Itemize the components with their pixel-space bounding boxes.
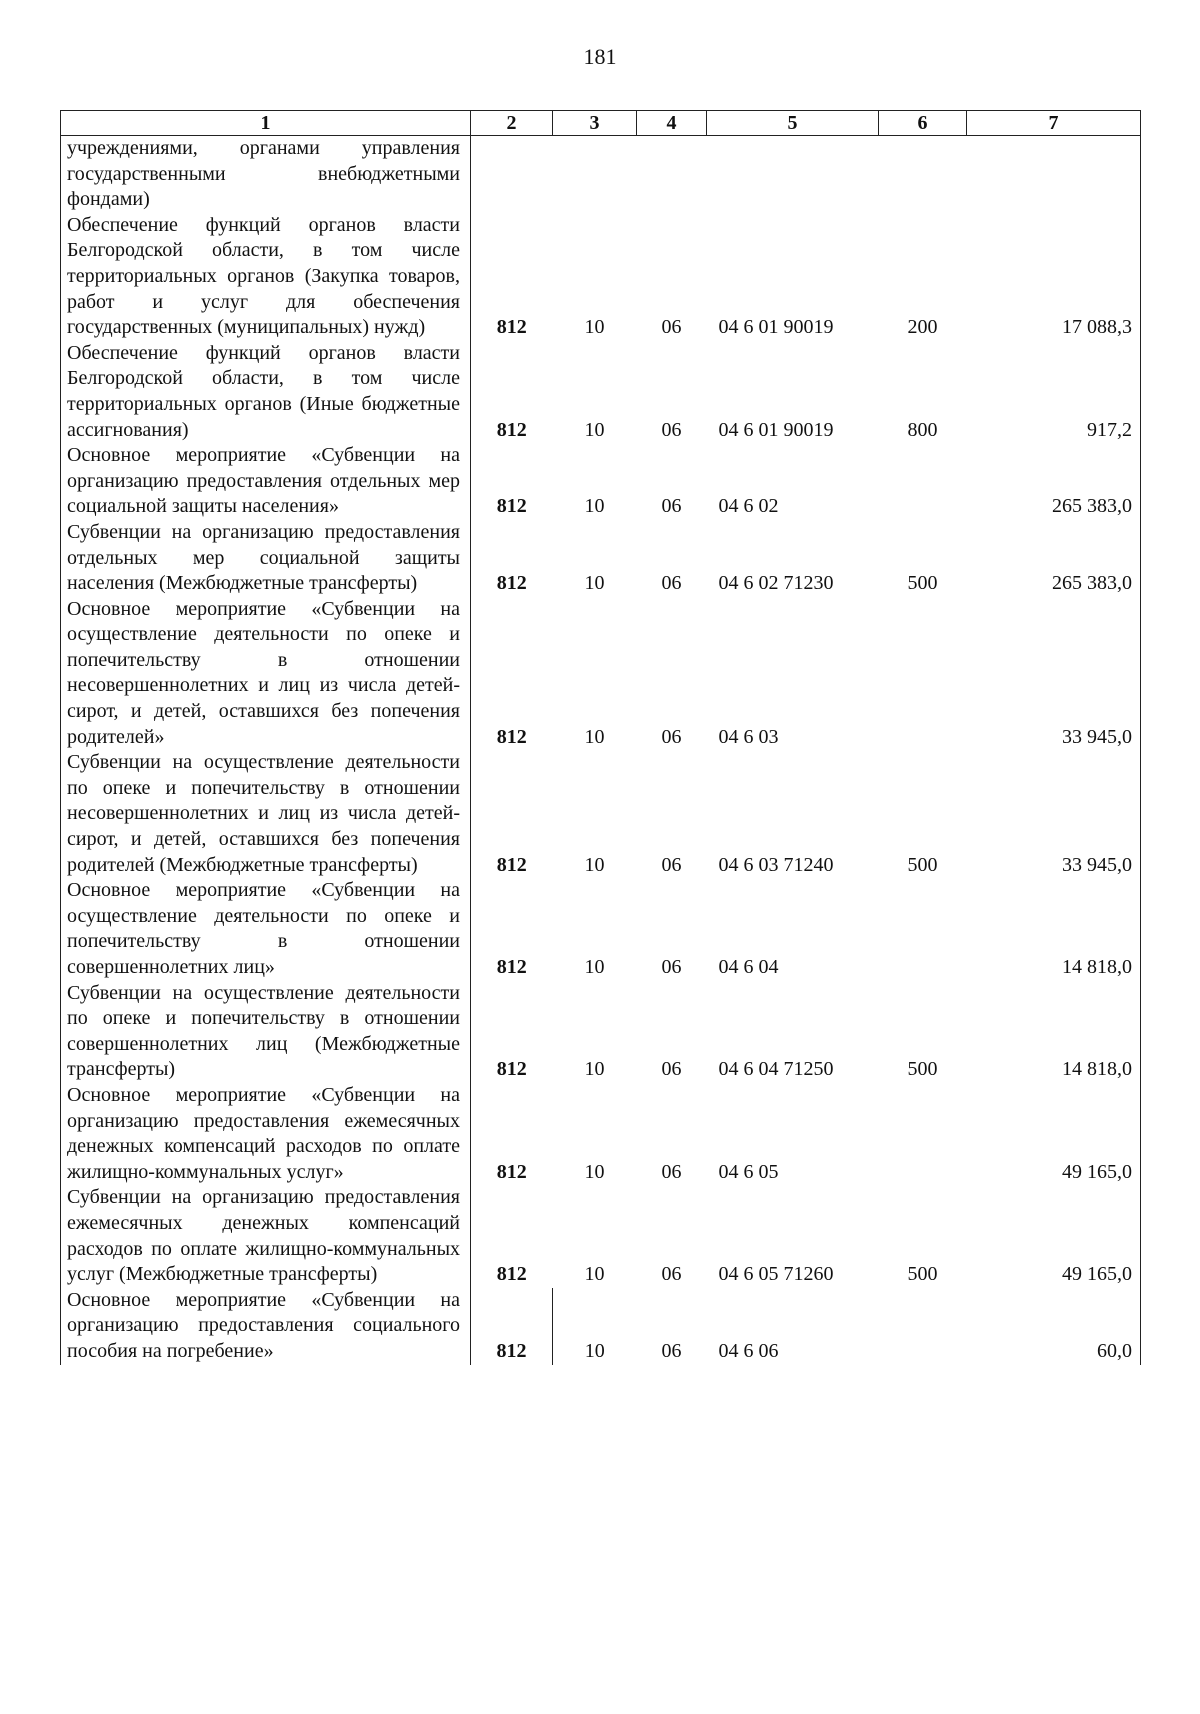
row-target-code: 04 6 03 71240 bbox=[718, 853, 834, 876]
row-amount: 17 088,3 bbox=[967, 213, 1141, 341]
budget-table-sheet bbox=[60, 110, 1140, 1365]
row-section: 10 bbox=[584, 1160, 605, 1183]
row-target-code: 04 6 05 71260 bbox=[718, 1263, 834, 1286]
row-description: Обеспечение функций органов власти Белгородской области, в том числе территориальных органов (Иные бюджетные ассигнования) bbox=[61, 341, 471, 443]
table-row bbox=[61, 136, 1141, 213]
table-header bbox=[61, 111, 1141, 136]
row-amount: 265 383,0 bbox=[967, 520, 1141, 597]
row-expense-type: 500 bbox=[907, 853, 938, 876]
table-row bbox=[61, 981, 1141, 1083]
row-subsection: 06 bbox=[661, 572, 682, 595]
row-description: Субвенции на организацию предоставления ежемесячных денежных компенсаций расходов по оплате жилищно-коммунальных услуг (Межбюджетные трансферты) bbox=[61, 1185, 471, 1287]
row-code-812: 812 bbox=[471, 878, 553, 980]
table-row bbox=[61, 750, 1141, 878]
row-target-code: 04 6 04 71250 bbox=[718, 1058, 834, 1081]
row-expense-type bbox=[879, 136, 967, 213]
row-expense-type bbox=[879, 597, 967, 751]
row-subsection: 06 bbox=[661, 853, 682, 876]
row-code-812: 812 bbox=[471, 341, 553, 443]
row-subsection: 06 bbox=[661, 725, 682, 748]
row-subsection: 06 bbox=[661, 316, 682, 339]
row-description: Основное мероприятие «Субвенции на организацию предоставления социального пособия на погребение» bbox=[61, 1288, 471, 1365]
row-code-812: 812 bbox=[471, 750, 553, 878]
row-expense-type bbox=[879, 1288, 967, 1365]
row-amount: 49 165,0 bbox=[967, 1185, 1141, 1287]
row-target-code: 04 6 04 bbox=[718, 956, 779, 978]
header-col-5: 5 bbox=[707, 111, 879, 136]
row-expense-type: 800 bbox=[907, 418, 938, 441]
row-code-812: 812 bbox=[471, 981, 553, 1083]
table-row bbox=[61, 597, 1141, 751]
row-description: Обеспечение функций органов власти Белгородской области, в том числе территориальных органов (Закупка товаров, работ и услуг для обеспечения государственных (муниципальных) нужд) bbox=[61, 213, 471, 341]
budget-table bbox=[60, 110, 1141, 1365]
row-amount: 265 383,0 bbox=[967, 443, 1141, 520]
row-section: 10 bbox=[584, 1339, 605, 1362]
row-section: 10 bbox=[584, 495, 605, 518]
row-target-code: 04 6 02 71230 bbox=[718, 572, 834, 595]
row-expense-type bbox=[879, 878, 967, 980]
table-row bbox=[61, 878, 1141, 980]
row-description: Основное мероприятие «Субвенции на осуществление деятельности по опеке и попечительству в отношении совершеннолетних лиц» bbox=[61, 878, 471, 980]
row-description: учреждениями, органами управления государственными внебюджетными фондами) bbox=[61, 136, 471, 213]
row-code-812: 812 bbox=[471, 443, 553, 520]
row-subsection: 06 bbox=[661, 956, 682, 978]
row-section: 10 bbox=[584, 956, 605, 978]
row-code-812: 812 bbox=[471, 1288, 553, 1365]
header-col-6: 6 bbox=[879, 111, 967, 136]
row-description: Основное мероприятие «Субвенции на осуществление деятельности по опеке и попечительству в отношении несовершеннолетних и лиц из числа детей-сирот, и детей, оставшихся без попечения родителей» bbox=[61, 597, 471, 751]
row-subsection: 06 bbox=[661, 1058, 682, 1081]
row-amount: 60,0 bbox=[967, 1288, 1141, 1365]
row-subsection: 06 bbox=[661, 1160, 682, 1183]
row-amount: 14 818,0 bbox=[967, 878, 1141, 980]
row-target-code: 04 6 05 bbox=[718, 1160, 779, 1183]
row-section bbox=[553, 136, 637, 213]
table-row bbox=[61, 1083, 1141, 1185]
row-expense-type: 500 bbox=[907, 572, 938, 595]
row-description: Субвенции на осуществление деятельности по опеке и попечительству в отношении совершеннолетних лиц (Межбюджетные трансферты) bbox=[61, 981, 471, 1083]
row-target-code bbox=[707, 136, 879, 213]
row-description: Субвенции на осуществление деятельности по опеке и попечительству в отношении несовершеннолетних и лиц из числа детей-сирот, и детей, оставшихся без попечения родителей (Межбюджетные трансферты) bbox=[61, 750, 471, 878]
row-subsection: 06 bbox=[661, 1263, 682, 1286]
row-description: Основное мероприятие «Субвенции на организацию предоставления ежемесячных денежных компенсаций расходов по оплате жилищно-коммунальных услуг» bbox=[61, 1083, 471, 1185]
row-amount: 917,2 bbox=[967, 341, 1141, 443]
row-section: 10 bbox=[584, 418, 605, 441]
row-description: Субвенции на организацию предоставления отдельных мер социальной защиты населения (Межбюджетные трансферты) bbox=[61, 520, 471, 597]
row-code-812: 812 bbox=[471, 213, 553, 341]
row-expense-type: 200 bbox=[907, 316, 938, 339]
table-row bbox=[61, 520, 1141, 597]
row-section: 10 bbox=[584, 725, 605, 748]
header-col-2: 2 bbox=[471, 111, 553, 136]
table-row bbox=[61, 213, 1141, 341]
row-section: 10 bbox=[584, 1058, 605, 1081]
row-section: 10 bbox=[584, 572, 605, 595]
row-code-812: 812 bbox=[471, 597, 553, 751]
row-subsection: 06 bbox=[661, 495, 682, 518]
row-amount: 14 818,0 bbox=[967, 981, 1141, 1083]
row-target-code: 04 6 03 bbox=[718, 725, 779, 748]
row-subsection: 06 bbox=[661, 418, 682, 441]
row-amount: 49 165,0 bbox=[967, 1083, 1141, 1185]
table-row bbox=[61, 1288, 1141, 1365]
table-row bbox=[61, 1185, 1141, 1287]
row-expense-type bbox=[879, 443, 967, 520]
row-code-812 bbox=[471, 136, 553, 213]
table-body bbox=[61, 136, 1141, 1365]
row-section: 10 bbox=[584, 316, 605, 339]
row-expense-type bbox=[879, 1083, 967, 1185]
table-row bbox=[61, 443, 1141, 520]
row-subsection bbox=[637, 136, 707, 213]
row-target-code: 04 6 06 bbox=[718, 1339, 779, 1362]
header-row bbox=[61, 111, 1141, 136]
row-amount bbox=[967, 136, 1141, 213]
header-col-7: 7 bbox=[967, 111, 1141, 136]
row-description: Основное мероприятие «Субвенции на организацию предоставления отдельных мер социальной защиты населения» bbox=[61, 443, 471, 520]
row-section: 10 bbox=[584, 853, 605, 876]
header-col-4: 4 bbox=[637, 111, 707, 136]
row-target-code: 04 6 02 bbox=[718, 495, 779, 518]
row-code-812: 812 bbox=[471, 1083, 553, 1185]
table-row bbox=[61, 341, 1141, 443]
row-expense-type: 500 bbox=[907, 1263, 938, 1286]
row-section: 10 bbox=[584, 1263, 605, 1286]
row-code-812: 812 bbox=[471, 520, 553, 597]
row-amount: 33 945,0 bbox=[967, 597, 1141, 751]
page-number: 181 bbox=[583, 44, 617, 69]
header-col-3: 3 bbox=[553, 111, 637, 136]
row-expense-type: 500 bbox=[907, 1058, 938, 1081]
row-subsection: 06 bbox=[661, 1339, 682, 1362]
header-col-1: 1 bbox=[61, 111, 471, 136]
row-code-812: 812 bbox=[471, 1185, 553, 1287]
row-amount: 33 945,0 bbox=[967, 750, 1141, 878]
row-target-code: 04 6 01 90019 bbox=[718, 418, 834, 441]
row-target-code: 04 6 01 90019 bbox=[718, 316, 834, 339]
